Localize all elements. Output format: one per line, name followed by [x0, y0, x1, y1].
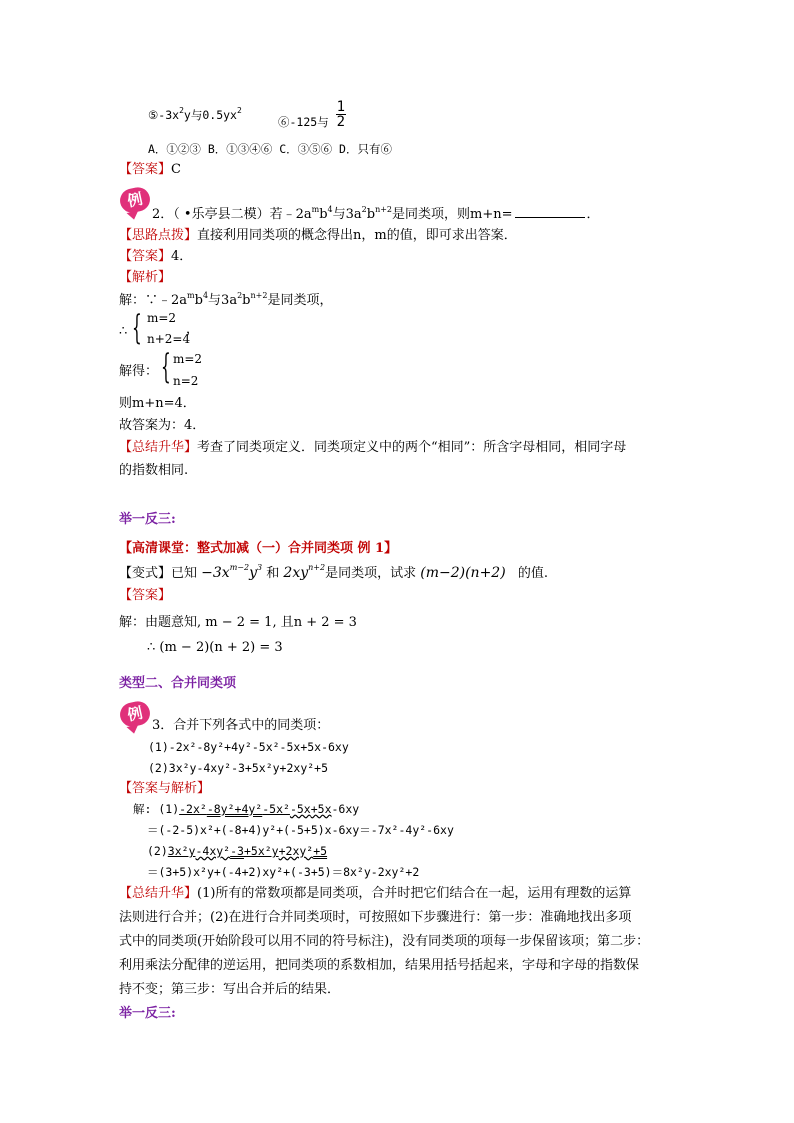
therefore-symbol: ∴	[119, 324, 128, 339]
expression-1: $-3x^{m-2}y^3$	[201, 563, 263, 581]
answer-blank	[515, 217, 585, 218]
q2-answer: 【答案】4．	[119, 249, 193, 264]
q3-item1: (1)-2x²-8y²+4y²-5x²-5x+5x-6xy	[148, 740, 349, 754]
q1-item6: ⑥-125与 $\frac{1}{2}$	[278, 99, 346, 130]
q2-stem: 2．（ •乐亭县二模）若$﹣2a^mb^4$与$3a^2b^{n+2}$是同类项，则m+n= ．	[152, 205, 600, 222]
q3-summary-line1: 【总结升华】(1)所有的常数项都是同类项，合并时把它们结合在一起，运用有理数的运算	[119, 886, 632, 901]
practice-answer-tag: 【答案】	[119, 588, 172, 603]
practice-source: 【高清课堂：整式加减（一）合并同类项 例 1】	[119, 541, 398, 556]
section-heading: 类型二、合并同类项	[119, 676, 237, 691]
q2-final: 故答案为：4．	[119, 418, 206, 433]
example-badge: 例	[118, 185, 152, 215]
fraction-one-half: $\frac{1}{2}$	[336, 99, 346, 130]
q3-summary-line2: 法则进行合并；(2)在进行合并同类项时，可按照如下步骤进行：第一步：准确地找出多项	[119, 910, 632, 925]
q2-hint: 【思路点拨】直接利用同类项的概念得出n，m的值，即可求出答案．	[119, 228, 517, 243]
left-brace: {	[132, 308, 142, 348]
practice-heading-2: 举一反三:	[119, 1006, 176, 1021]
q3-solution2-line2: ＝(3+5)x²y+(-4+2)xy²+(-3+5)＝8x²y-2xy²+2	[147, 865, 420, 879]
example-badge: 例	[118, 699, 152, 729]
q1-options: A．①②③ B．①③④⑥ C．③⑤⑥ D．只有⑥	[148, 142, 392, 156]
q3-summary-line4: 利用乘法分配律的逆运用，把同类项的系数相加，结果用括号括起来，字母和字母的指数保	[119, 958, 640, 973]
q3-item2: (2)3x²y-4xy²-3+5x²y+2xy²+5	[148, 761, 329, 775]
system1-eq1: m=2	[147, 311, 177, 325]
q2-solution-line1: 解：$\because﹣2a^mb^4$与$3a^2b^{n+2}$是同类项，	[119, 291, 333, 308]
system1-eq2: n+2=4	[147, 332, 191, 346]
q3-summary-line5: 持不变；第三步：写出合并后的结果．	[119, 982, 341, 997]
practice-solution-line2: ∴ (m − 2)(n + 2) = 3	[147, 640, 283, 655]
q2-then: 则m+n=4．	[119, 396, 196, 411]
system2-eq1: m=2	[173, 352, 203, 366]
expression-2: $2xy^{n+2}$	[283, 563, 326, 581]
expression-3: (m−2)(n+2)	[420, 565, 506, 581]
q3-solution1-line1: 解: (1)-2x²-8y²+4y²-5x²-5x+5x-6xy	[133, 802, 360, 816]
q2-summary-line2: 的指数相同.	[119, 463, 189, 478]
system1-comma: ，	[186, 322, 200, 337]
q2-analysis-tag: 【解析】	[119, 270, 172, 285]
q1-answer: 【答案】C	[119, 162, 181, 177]
q2-summary-line1: 【总结升华】考查了同类项定义．同类项定义中的两个“相同”：所含字母相同，相同字母	[119, 440, 627, 455]
q3-summary-line3: 式中的同类项(开始阶段可以用不同的符号标注)，没有同类项的项每一步保留该项；第二步：	[119, 934, 650, 949]
q3-solution2-line1: (2)3x²y-4xy²-3+5x²y+2xy²+5	[147, 844, 328, 858]
q3-solution1-line2: ＝(-2-5)x²+(-8+4)y²+(-5+5)x-6xy＝-7x²-4y²-6xy	[147, 823, 454, 837]
solve-label: 解得：	[119, 364, 159, 379]
q3-stem: 3．合并下列各式中的同类项：	[152, 718, 330, 733]
q3-answer-tag: 【答案与解析】	[119, 781, 211, 796]
practice-heading: 举一反三:	[119, 512, 176, 527]
variant-question: 【变式】已知 $-3x^{m-2}y^3$ 和 $2xy^{n+2}$是同类项，试求 (m−2)(n+2) 的值.	[119, 563, 548, 581]
practice-solution-line1: 解：由题意知, m − 2 = 1, 且n + 2 = 3	[119, 615, 357, 630]
left-brace: {	[161, 347, 171, 387]
system2-eq2: n=2	[173, 374, 199, 388]
q1-item5: $⑤-3x^2y$与$0.5yx^2$	[148, 106, 242, 122]
